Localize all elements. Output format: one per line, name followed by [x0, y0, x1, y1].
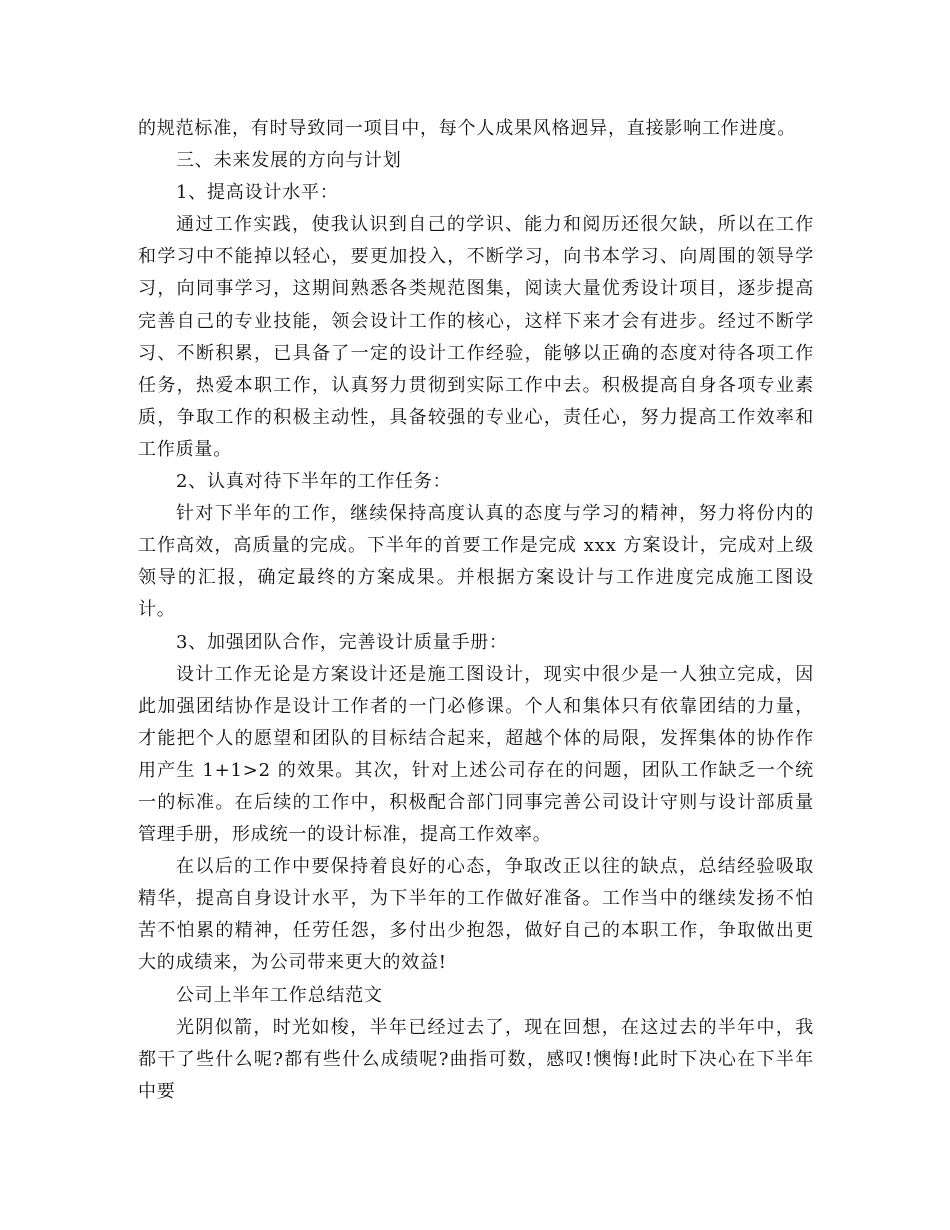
section-title-summary: 公司上半年工作总结范文 [176, 984, 383, 1006]
section-heading-future-plan: 三、未来发展的方向与计划 [176, 150, 402, 172]
subheading-second-half-tasks: 2、认真对待下半年的工作任务： [176, 471, 452, 493]
paragraph-teamwork: 设计工作无论是方案设计还是施工图设计，现实中很少是一人独立完成，因此加强团结协作是设计工作者的一门必修课。个人和集体只有依靠团结的力量，才能把个人的愿望和团队的目标结合起来，超越个体的局限，发挥集体的协作作用产生 1+1>2 的效果。其次，针对上述公司存在的问题，团队工作缺乏一个统一的标准。在后续的工作中，积极配合部门同事完善公司设计守则与设计部质量管理手册，形成统一的设计标准，提高工作效率。 [138, 663, 814, 846]
paragraph-second-half-tasks: 针对下半年的工作，继续保持高度认真的态度与学习的精神，努力将份内的工作高效，高质量的完成。下半年的首要工作是完成 xxx 方案设计，完成对上级领导的汇报，确定最终的方案成果。并根据方案设计与工作进度完成施工图设计。 [138, 503, 814, 621]
subheading-teamwork: 3、加强团队合作，完善设计质量手册： [176, 631, 508, 653]
paragraph-improve-design: 通过工作实践，使我认识到自己的学识、能力和阅历还很欠缺，所以在工作和学习中不能掉以轻心，要更加投入，不断学习，向书本学习、向周围的领导学习，向同事学习，这期间熟悉各类规范图集，阅读大量优秀设计项目，逐步提高完善自己的专业技能，领会设计工作的核心，这样下来才会有进步。经过不断学习、不断积累，已具备了一定的设计工作经验，能够以正确的态度对待各项工作任务，热爱本职工作，认真努力贯彻到实际工作中去。积极提高自身各项专业素质，争取工作的积极主动性，具备较强的专业心，责任心，努力提高工作效率和工作质量。 [138, 214, 814, 460]
subheading-improve-design: 1、提高设计水平： [176, 182, 339, 204]
document-body [138, 113, 814, 1108]
paragraph-summary-intro: 光阴似箭，时光如梭，半年已经过去了，现在回想，在这过去的半年中，我都干了些什么呢?都有些什么成绩呢?曲指可数，感叹!懊悔!此时下决心在下半年中要 [138, 1016, 814, 1102]
paragraph-continuation: 的规范标准，有时导致同一项目中，每个人成果风格迥异，直接影响工作进度。 [138, 118, 796, 139]
paragraph-conclusion: 在以后的工作中要保持着良好的心态，争取改正以往的缺点，总结经验吸取精华，提高自身设计水平，为下半年的工作做好准备。工作当中的继续发扬不怕苦不怕累的精神，任劳任怨，多付出少抱怨，做好自己的本职工作，争取做出更大的成绩来，为公司带来更大的效益! [138, 856, 814, 974]
